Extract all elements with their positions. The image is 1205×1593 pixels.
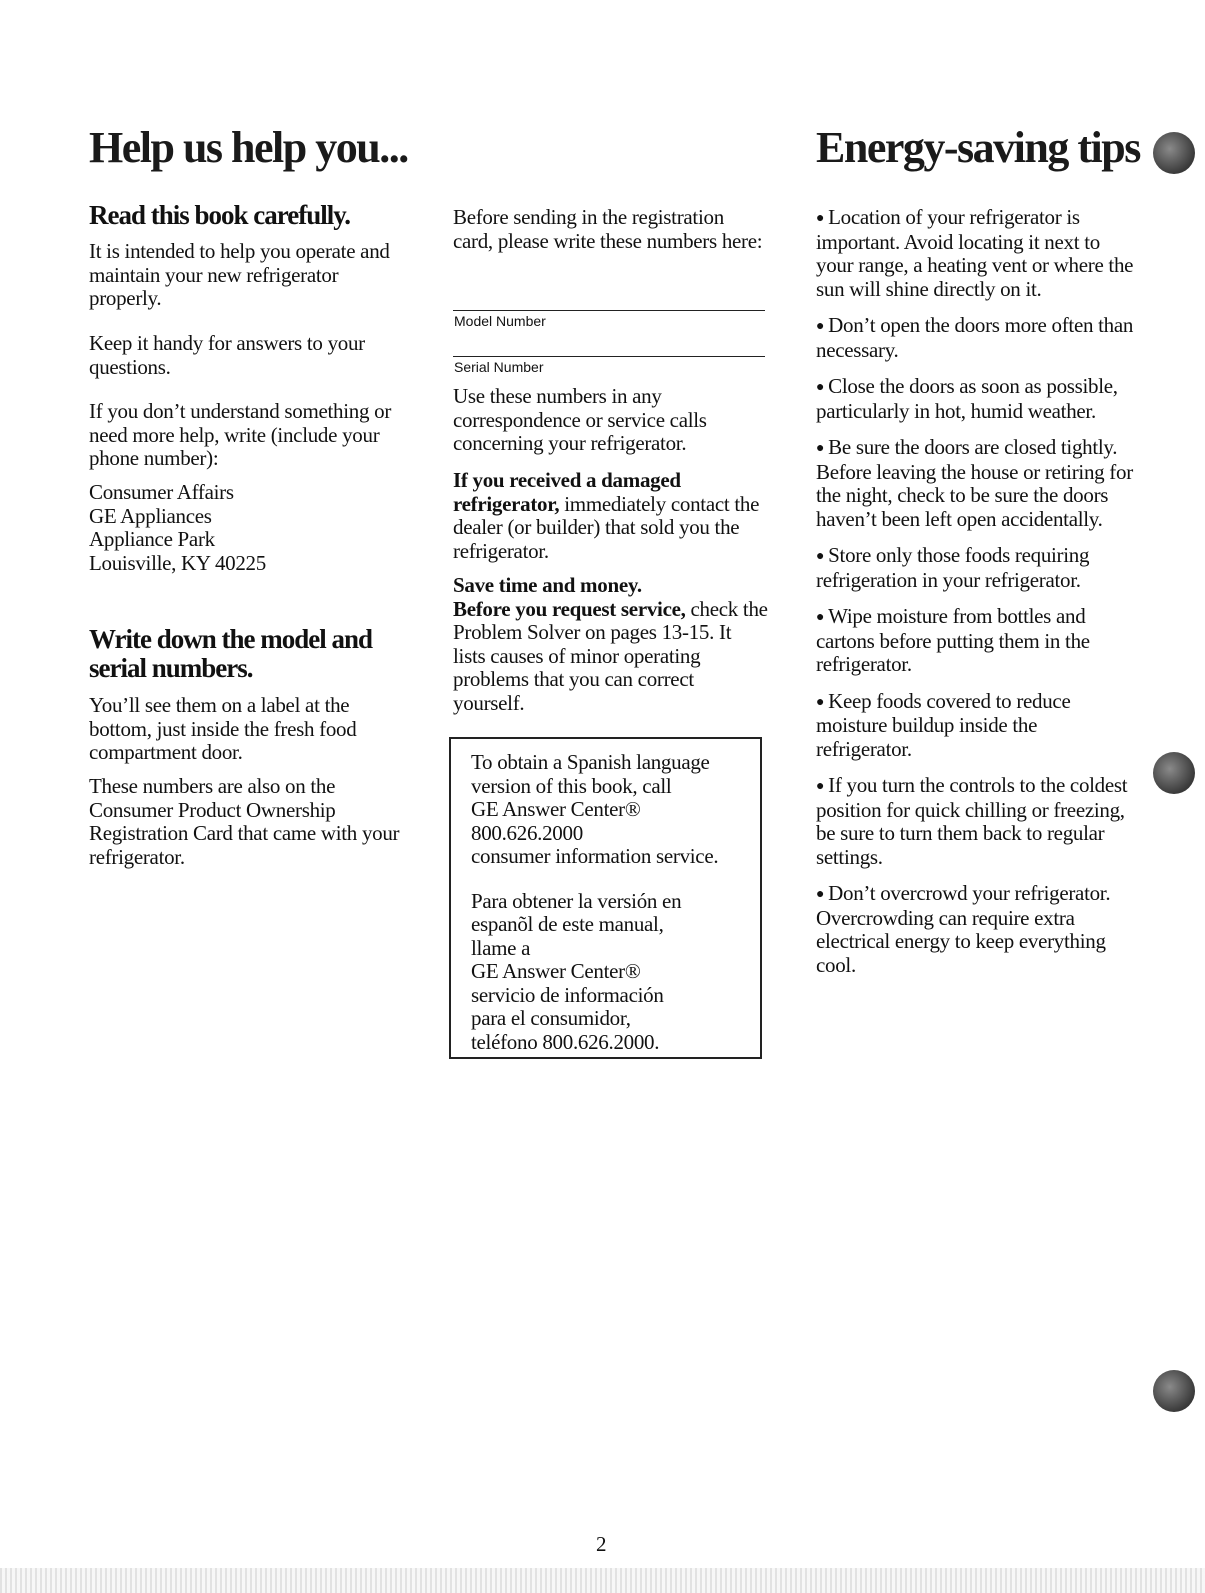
address-line: Consumer Affairs bbox=[89, 480, 234, 504]
tip-item: ● Keep foods covered to reduce moisture buildup inside the refrigerator. bbox=[816, 688, 1071, 761]
tip-item: ● Be sure the doors are closed tightly. Before leaving the house or retiring for the night, check to be sure the doors haven’t been left open accidentally. bbox=[816, 435, 1133, 531]
write-text-1: You’ll see them on a label at the bottom, just inside the fresh food compartment door. bbox=[89, 693, 357, 764]
before-bold: Before you request service, bbox=[453, 596, 686, 621]
address-line: GE Appliances bbox=[89, 503, 212, 528]
address-line: Louisville, KY 40225 bbox=[89, 550, 266, 575]
box-english bbox=[471, 751, 760, 869]
before-rest: check the Problem Solver on pages 13-15. It lists causes of minor operating problems that you can correct yourself. bbox=[453, 596, 768, 715]
scan-footer-band bbox=[0, 1568, 1205, 1593]
damaged-paragraph bbox=[453, 469, 768, 563]
use-numbers-paragraph bbox=[453, 385, 768, 456]
write-text-2: These numbers are also on the Consumer Product Ownership Registration Card that came with your refrigerator. bbox=[89, 774, 400, 869]
box-line: servicio de información bbox=[471, 982, 664, 1007]
save-bold: Save time and money. bbox=[453, 573, 642, 597]
bullet-icon: ● bbox=[816, 610, 825, 625]
tip-item: ● Don’t open the doors more often than necessary. bbox=[816, 313, 1134, 362]
read-text-1: It is intended to help you operate and maintain your new refrigerator properly. bbox=[89, 239, 390, 310]
page-title-energy: Energy-saving tips bbox=[816, 123, 1140, 172]
address-line: Appliance Park bbox=[89, 527, 215, 551]
bullet-icon: ● bbox=[816, 380, 825, 395]
registration-intro-text: Before sending in the registration card, please write these numbers here: bbox=[453, 205, 763, 253]
read-paragraph-1 bbox=[89, 240, 409, 311]
bullet-icon: ● bbox=[816, 779, 825, 794]
save-paragraph bbox=[453, 574, 768, 715]
model-number-line[interactable] bbox=[453, 310, 765, 311]
read-paragraph-2 bbox=[89, 332, 409, 379]
box-line: para el consumidor, bbox=[471, 1006, 631, 1030]
read-paragraph-3 bbox=[89, 400, 409, 471]
damaged-bold: If you received a damaged refrigerator, bbox=[453, 468, 681, 516]
page-title-help: Help us help you... bbox=[89, 123, 408, 172]
energy-tips-list bbox=[816, 206, 1136, 990]
write-heading: Write down the model and serial numbers. bbox=[89, 624, 373, 683]
before-text bbox=[453, 598, 768, 716]
box-line: GE Answer Center® bbox=[471, 797, 641, 821]
box-spanish bbox=[471, 890, 760, 1055]
tip-item: ● Close the doors as soon as possible, particularly in hot, humid weather. bbox=[816, 374, 1118, 423]
write-paragraph-1 bbox=[89, 694, 409, 765]
model-number-label: Model Number bbox=[454, 313, 546, 329]
box-line: espanõl de este manual, bbox=[471, 912, 664, 936]
box-line: teléfono 800.626.2000. bbox=[471, 1029, 660, 1054]
bullet-icon: ● bbox=[816, 549, 825, 564]
write-paragraph-2 bbox=[89, 775, 409, 869]
damaged-rest: immediately contact the dealer (or builder) that sold you the refrigerator. bbox=[453, 491, 760, 563]
bullet-icon: ● bbox=[816, 441, 825, 456]
page-tab-marker bbox=[1153, 752, 1195, 794]
damaged-text bbox=[453, 469, 768, 563]
bullet-icon: ● bbox=[816, 887, 825, 902]
box-line: version of this book, call bbox=[471, 773, 672, 798]
spanish-info-box bbox=[449, 737, 762, 1059]
read-heading: Read this book carefully. bbox=[89, 200, 351, 230]
bullet-icon: ● bbox=[816, 694, 825, 710]
tip-item: ● Wipe moisture from bottles and cartons before putting them in the refrigerator. bbox=[816, 604, 1090, 676]
tip-item: ● If you turn the controls to the coldest position for quick chilling or freezing, be sure to turn them back to regular settings. bbox=[816, 773, 1128, 869]
box-line: llame a bbox=[471, 935, 531, 960]
box-line: consumer information service. bbox=[471, 844, 719, 868]
serial-number-line[interactable] bbox=[453, 356, 765, 357]
bullet-icon: ● bbox=[816, 211, 825, 226]
page-number: 2 bbox=[596, 1532, 607, 1556]
bullet-icon: ● bbox=[816, 319, 825, 334]
box-line: GE Answer Center® bbox=[471, 959, 641, 983]
page-tab-marker bbox=[1153, 132, 1195, 174]
page-tab-marker bbox=[1153, 1370, 1195, 1412]
tip-item: ● Store only those foods requiring refrigeration in your refrigerator. bbox=[816, 543, 1090, 592]
use-numbers-text: Use these numbers in any correspondence or service calls concerning your refrigerator. bbox=[453, 384, 707, 455]
read-text-3: If you don’t understand something or need more help, write (include your phone number): bbox=[89, 399, 392, 470]
box-line: 800.626.2000 bbox=[471, 820, 583, 845]
registration-intro bbox=[453, 206, 768, 253]
read-text-2: Keep it handy for answers to your questions. bbox=[89, 331, 365, 379]
tip-item: ● Don’t overcrowd your refrigerator. Overcrowding can require extra electrical energy to keep everything cool. bbox=[816, 881, 1111, 977]
serial-number-label: Serial Number bbox=[454, 359, 544, 375]
box-line: To obtain a Spanish language bbox=[471, 750, 710, 774]
tip-item: ● Location of your refrigerator is important. Avoid locating it next to your range, a heating vent or where the sun will shine directly on it. bbox=[816, 205, 1134, 301]
address-block bbox=[89, 481, 409, 575]
box-line: Para obtener la versión en bbox=[471, 888, 682, 913]
